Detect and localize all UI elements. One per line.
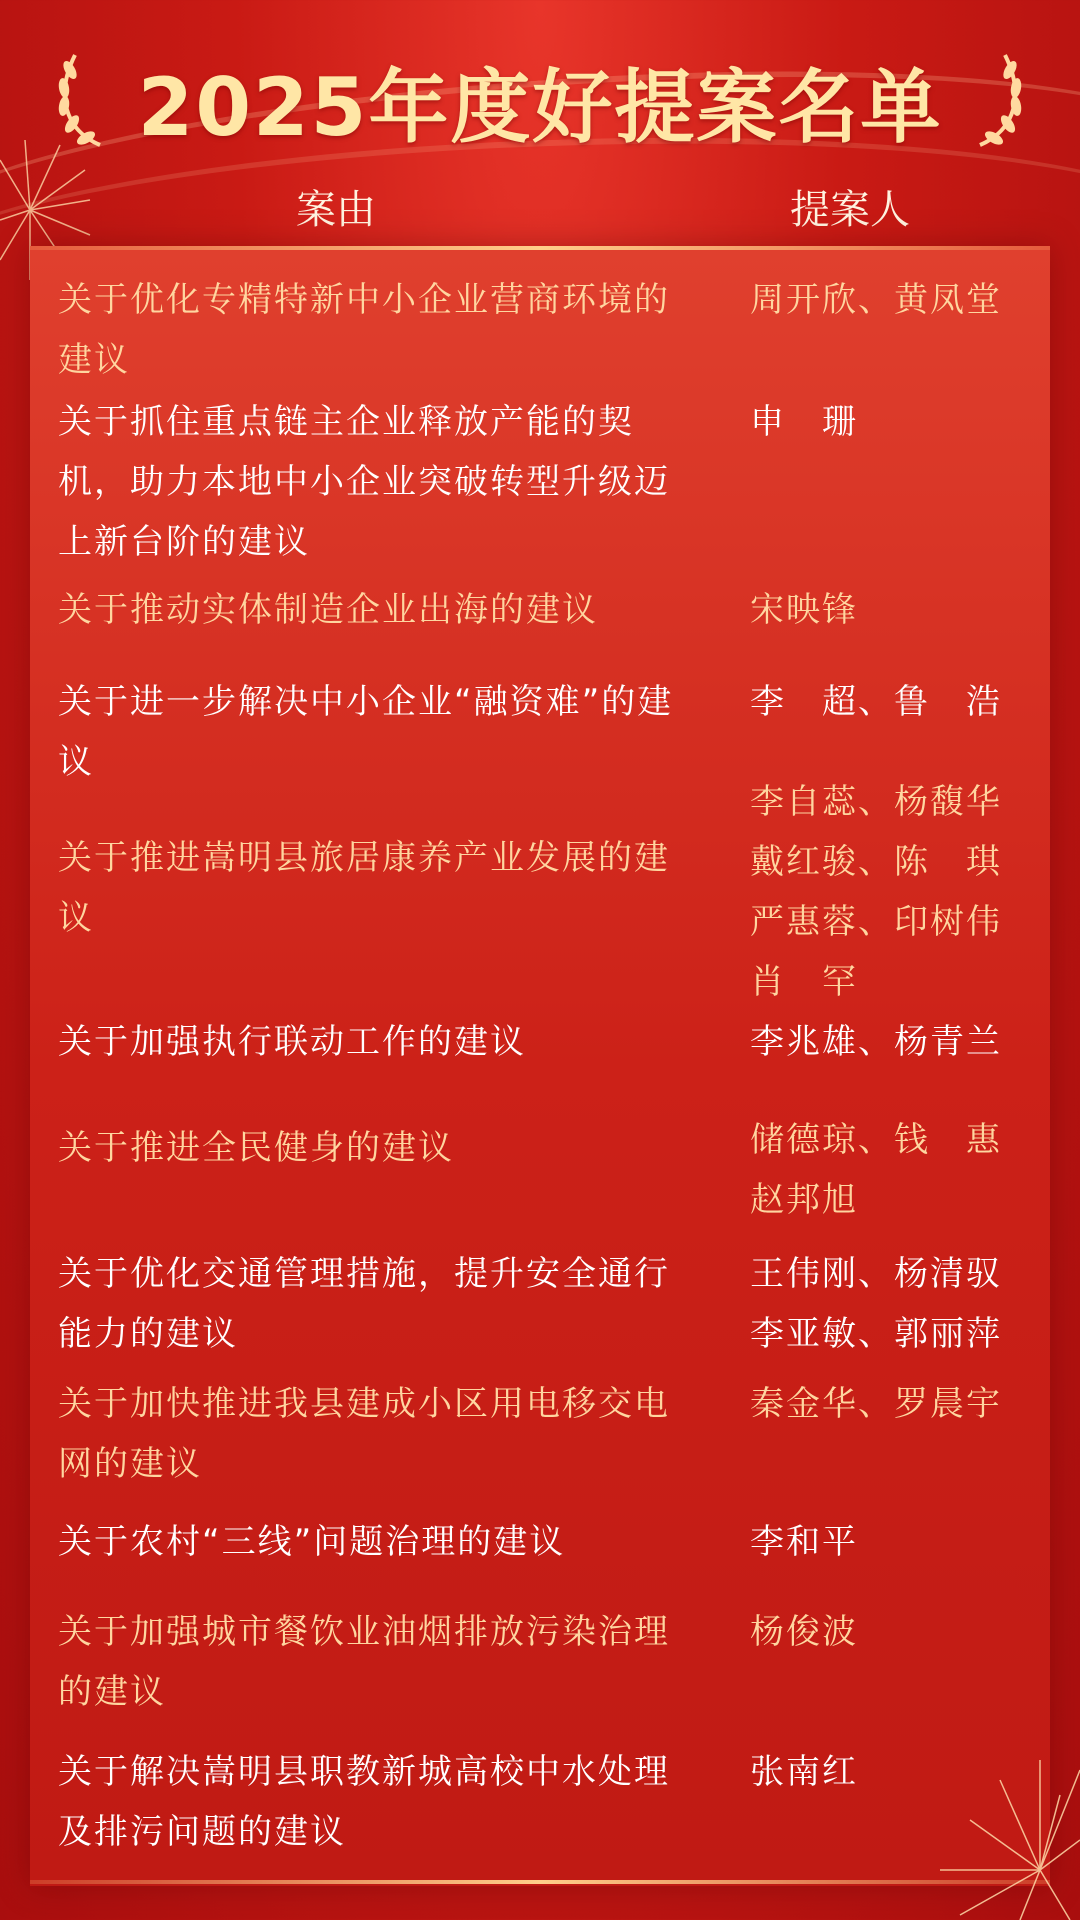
firework-icon (930, 1750, 1080, 1920)
divider (30, 1880, 1050, 1884)
reason-text: 关于解决嵩明县职教新城高校中水处理及排污问题的建议 (58, 1752, 670, 1852)
proposer-text: 宋映锋 (750, 590, 858, 630)
reason-text: 关于加快推进我县建成小区用电移交电网的建议 (58, 1384, 670, 1484)
reason-text: 关于推进嵩明县旅居康养产业发展的建议 (58, 838, 670, 938)
reason-text: 关于加强执行联动工作的建议 (58, 1022, 526, 1062)
proposer-text: 杨俊波 (750, 1612, 858, 1652)
reason-text: 关于农村“三线”问题治理的建议 (58, 1522, 566, 1562)
proposer-text: 王伟刚、杨清驭 李亚敏、郭丽萍 (750, 1254, 1002, 1354)
laurel-left-icon (50, 50, 110, 150)
proposer-text: 李自蕊、杨馥华 戴红骏、陈 琪 严惠蓉、印树伟 肖 罕 (750, 782, 1002, 1002)
proposer-text: 李和平 (750, 1522, 858, 1562)
proposer-text: 周开欣、黄凤堂 (750, 280, 1002, 320)
proposer-text: 李兆雄、杨青兰 (750, 1022, 1002, 1062)
column-header-reason: 案由 (296, 187, 376, 233)
divider (30, 246, 1050, 250)
proposer-text: 李 超、鲁 浩 (750, 682, 1002, 722)
title-row (0, 40, 1080, 160)
laurel-right-icon (970, 50, 1030, 150)
reason-text: 关于推进全民健身的建议 (58, 1128, 454, 1168)
reason-text: 关于抓住重点链主企业释放产能的契机，助力本地中小企业突破转型升级迈上新台阶的建议 (58, 402, 670, 562)
proposer-text: 储德琼、钱 惠 赵邦旭 (750, 1120, 1002, 1220)
reason-text: 关于优化交通管理措施，提升安全通行能力的建议 (58, 1254, 670, 1354)
proposer-text: 张南红 (750, 1752, 858, 1792)
page-title: 2025年度好提案名单 (137, 60, 943, 154)
reason-text: 关于优化专精特新中小企业营商环境的建议 (58, 280, 670, 380)
reason-text: 关于推动实体制造企业出海的建议 (58, 590, 598, 630)
proposer-text: 申 珊 (750, 402, 858, 442)
column-header-proposer: 提案人 (790, 187, 910, 233)
reason-text: 关于加强城市餐饮业油烟排放污染治理的建议 (58, 1612, 670, 1712)
proposer-text: 秦金华、罗晨宇 (750, 1384, 1002, 1424)
reason-text: 关于进一步解决中小企业“融资难”的建议 (58, 682, 674, 782)
